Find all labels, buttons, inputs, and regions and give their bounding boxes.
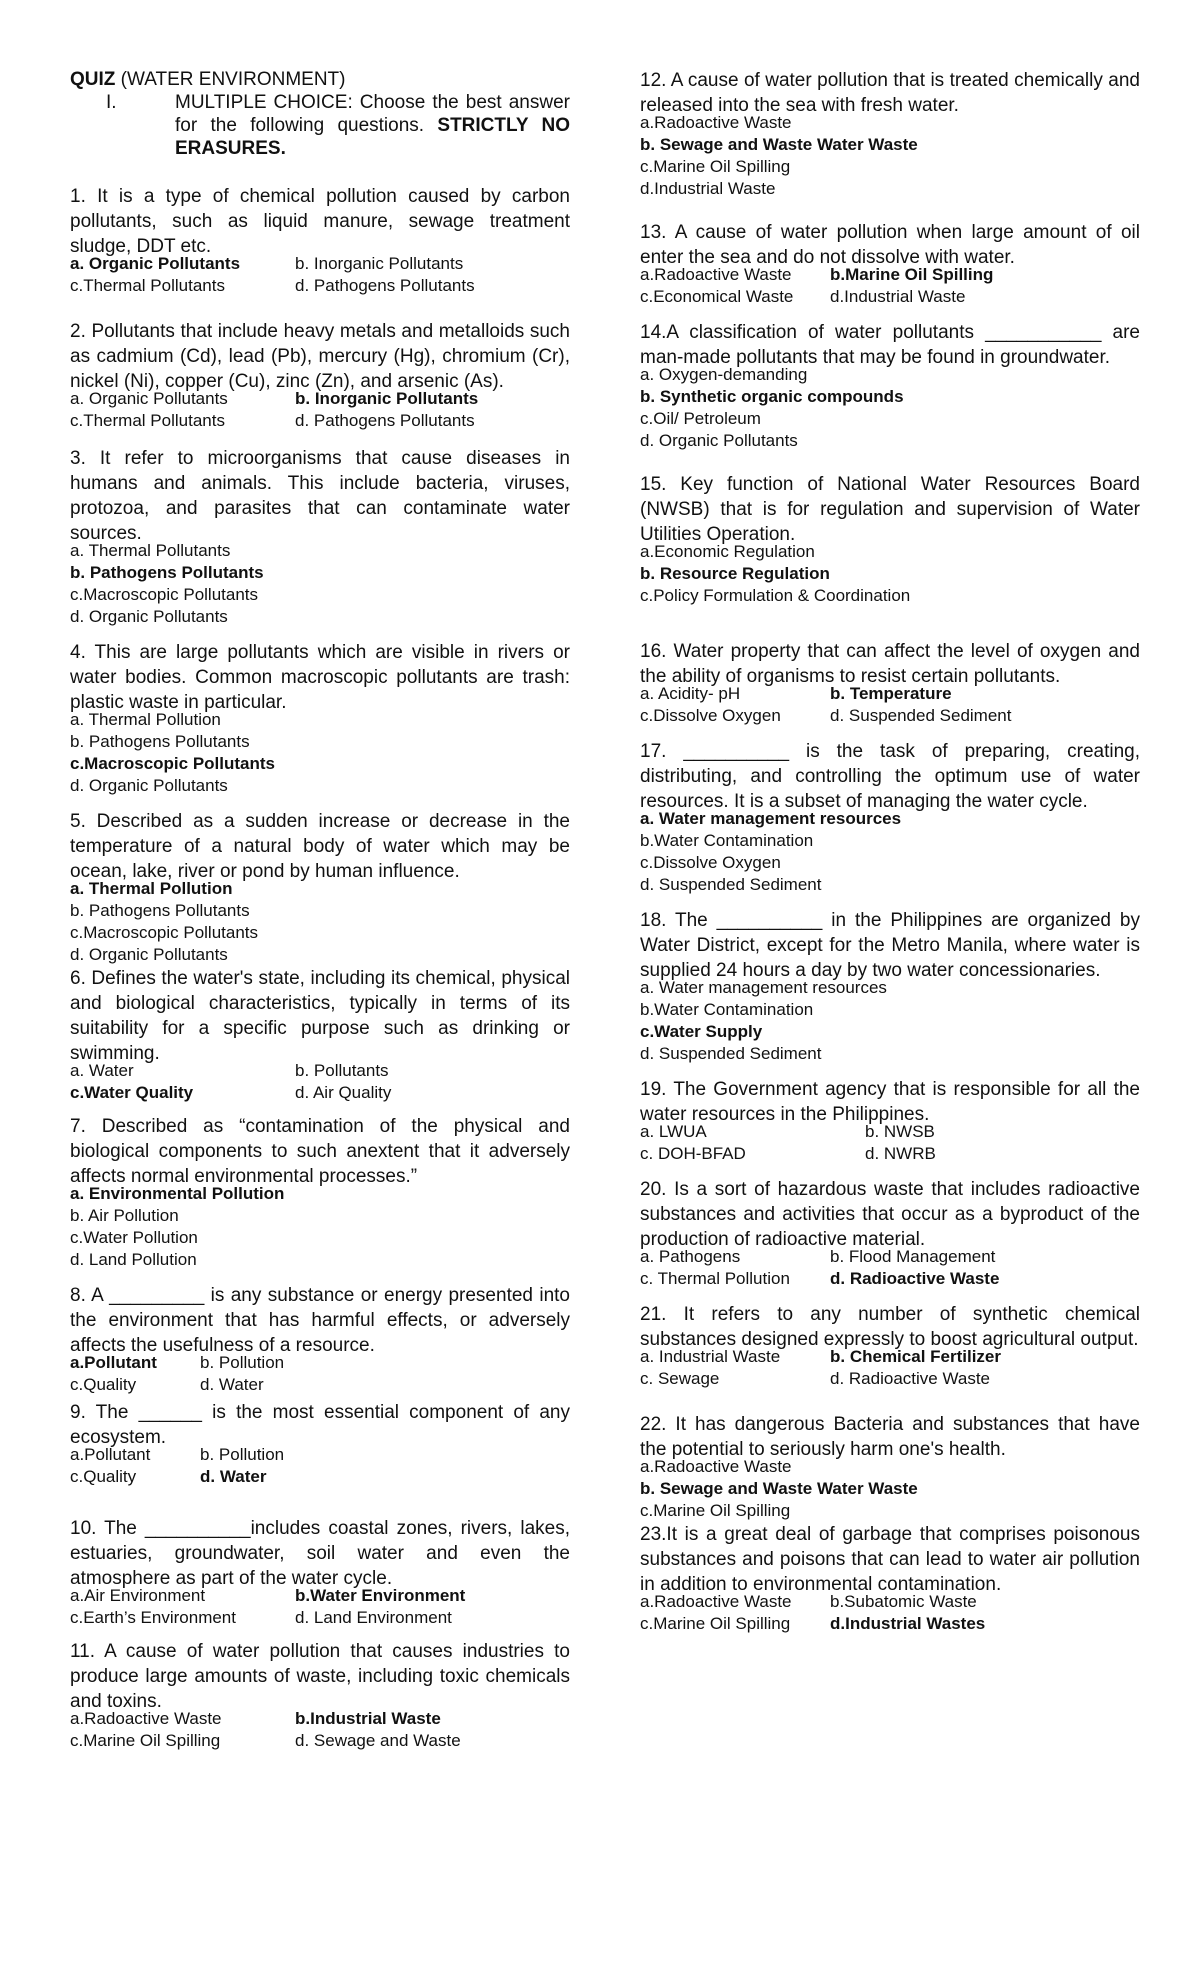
option-row [640, 286, 1140, 308]
option-a[interactable]: a.Economic Regulation [640, 542, 815, 561]
option-b[interactable]: b. Pollution [200, 1353, 285, 1372]
option-row [70, 1607, 570, 1629]
question-stem: 11. A cause of water pollution that causes industries to produce large amounts of waste, including toxic chemicals and toxins. [70, 1641, 570, 1712]
question-stem: 22. It has dangerous Bacteria and substances that have the potential to seriously harm one's health. [640, 1414, 1140, 1460]
option-c[interactable]: c.Dissolve Oxygen [640, 853, 781, 872]
answer-options [640, 683, 1140, 727]
question-21 [640, 1302, 1140, 1390]
option-c[interactable]: c. Thermal Pollution [640, 1269, 790, 1288]
question-14 [640, 320, 1140, 452]
option-row [640, 683, 1140, 705]
option-c[interactable]: c.Macroscopic Pollutants [70, 923, 259, 942]
question-6 [70, 966, 570, 1104]
option-a[interactable]: a.Radoactive Waste [640, 1592, 792, 1611]
question-20 [640, 1177, 1140, 1290]
answer-options [70, 388, 570, 432]
option-c[interactable]: c.Policy Formulation & Coordination [640, 586, 911, 605]
option-b[interactable]: b. Inorganic Pollutants [295, 254, 464, 273]
option-c[interactable]: c. DOH-BFAD [640, 1144, 746, 1163]
option-d[interactable]: d.Industrial Waste [830, 287, 966, 306]
option-a[interactable]: a.Pollutant [70, 1445, 151, 1464]
option-b[interactable]: b.Industrial Waste [295, 1709, 441, 1728]
option-b[interactable]: b.Water Contamination [640, 831, 814, 850]
strict-notice: STRICTLY NO ERASURES. [175, 115, 571, 159]
option-d[interactable]: d.Industrial Waste [640, 179, 776, 198]
answer-options [640, 1246, 1140, 1290]
answer-options [70, 1183, 570, 1271]
question-stem: 21. It refers to any number of synthetic chemical substances designed expressly to boost agricultural output. [640, 1304, 1140, 1350]
question-17 [640, 739, 1140, 896]
answer-options [640, 541, 1140, 607]
option-a[interactable]: a.Pollutant [70, 1353, 157, 1372]
question-11 [70, 1639, 570, 1752]
option-b[interactable]: b. Sewage and Waste Water Waste [640, 1479, 918, 1498]
option-row [640, 1368, 1140, 1390]
option-c[interactable]: c.Macroscopic Pollutants [70, 754, 275, 773]
question-10 [70, 1516, 570, 1629]
option-c[interactable]: c.Marine Oil Spilling [640, 1614, 791, 1633]
answer-options [640, 1346, 1140, 1390]
question-7 [70, 1114, 570, 1271]
option-a[interactable]: a. Organic Pollutants [70, 389, 228, 408]
option-row [70, 275, 570, 297]
answer-options [640, 977, 1140, 1065]
question-23 [640, 1522, 1140, 1635]
option-c[interactable]: c.Marine Oil Spilling [70, 1731, 221, 1750]
answer-options [70, 253, 570, 297]
option-d[interactable]: d. Pathogens Pollutants [295, 411, 475, 430]
right-questions [640, 68, 1140, 1635]
option-row [70, 1374, 570, 1396]
option-c[interactable]: c.Dissolve Oxygen [640, 706, 781, 725]
option-a[interactable]: a.Radoactive Waste [70, 1709, 222, 1728]
option-b[interactable]: b. Pollutants [295, 1061, 389, 1080]
option-a[interactable]: a. Environmental Pollution [70, 1184, 285, 1203]
question-stem: 15. Key function of National Water Resources Board (NWSB) that is for regulation and supervision of Water Utilities Operation. [640, 474, 1140, 545]
option-a[interactable]: a. Water management resources [640, 978, 887, 997]
option-a[interactable]: a.Radoactive Waste [640, 265, 792, 284]
answer-options [70, 540, 570, 628]
option-d[interactable]: d. Land Environment [295, 1608, 452, 1627]
option-b[interactable]: b. Flood Management [830, 1247, 996, 1266]
option-d[interactable]: d. Water [200, 1467, 267, 1486]
option-b[interactable]: b. Temperature [830, 684, 952, 703]
option-d[interactable]: d. Organic Pollutants [70, 776, 228, 795]
option-a[interactable]: a. Water [70, 1061, 134, 1080]
answer-options [640, 1456, 1140, 1522]
option-c[interactable]: c.Thermal Pollutants [70, 276, 225, 295]
option-c[interactable]: c.Marine Oil Spilling [640, 157, 791, 176]
question-4 [70, 640, 570, 797]
option-row [640, 1268, 1140, 1290]
question-stem: 10. The __________includes coastal zones, rivers, lakes, estuaries, groundwater, soil water and even the atmosphere as part of the water cycle. [70, 1518, 570, 1589]
answer-options [70, 1060, 570, 1104]
answer-options [640, 808, 1140, 896]
question-3 [70, 446, 570, 628]
option-d[interactable]: d. Suspended Sediment [830, 706, 1012, 725]
option-row [70, 1466, 570, 1488]
option-row [640, 1246, 1140, 1268]
option-row [70, 410, 570, 432]
option-b[interactable]: b. Chemical Fertilizer [830, 1347, 1001, 1366]
option-row [640, 1121, 1140, 1143]
option-b[interactable]: b.Water Contamination [640, 1000, 814, 1019]
question-stem: 23.It is a great deal of garbage that comprises poisonous substances and poisons that can lead to water air pollution in addition to environmental contamination. [640, 1524, 1140, 1595]
option-a[interactable]: a. Thermal Pollution [70, 710, 221, 729]
quiz-title: QUIZ (WATER ENVIRONMENT) [70, 69, 346, 90]
question-stem: 1. It is a type of chemical pollution caused by carbon pollutants, such as liquid manure, sewage treatment sludge, DDT etc. [70, 186, 570, 257]
question-22 [640, 1412, 1140, 1522]
option-c[interactable]: c. Sewage [640, 1369, 720, 1388]
option-row [70, 1444, 570, 1466]
question-stem: 18. The __________ in the Philippines are organized by Water District, except for the Metro Manila, where water is supplied 24 hours a day by two water concessionaries. [640, 910, 1140, 981]
option-a[interactable]: a. Industrial Waste [640, 1347, 781, 1366]
question-stem: 16. Water property that can affect the level of oxygen and the ability of organisms to resist certain pollutants. [640, 641, 1140, 687]
answer-options [70, 1708, 570, 1752]
answer-options [70, 878, 570, 966]
option-b[interactable]: b. Resource Regulation [640, 564, 830, 583]
option-b[interactable]: b. Synthetic organic compounds [640, 387, 904, 406]
option-row [640, 264, 1140, 286]
option-d[interactable]: d.Industrial Wastes [830, 1614, 986, 1633]
option-b[interactable]: b. Pathogens Pollutants [70, 901, 250, 920]
question-12 [640, 68, 1140, 200]
question-1 [70, 184, 570, 297]
option-d[interactable]: d. Suspended Sediment [640, 1044, 822, 1063]
option-a[interactable]: a.Radoactive Waste [640, 1457, 792, 1476]
option-a[interactable]: a. Thermal Pollutants [70, 541, 231, 560]
section-numeral: I. [106, 92, 117, 113]
option-b[interactable]: b. Pathogens Pollutants [70, 732, 250, 751]
question-stem: 8. A _________ is any substance or energy presented into the environment that has harmful effects, or adversely affects the usefulness of a resource. [70, 1285, 570, 1356]
option-row [70, 1730, 570, 1752]
option-d[interactable]: d. Sewage and Waste [295, 1731, 461, 1750]
option-b[interactable]: b.Water Environment [295, 1586, 466, 1605]
question-stem: 3. It refer to microorganisms that cause diseases in humans and animals. This include bacteria, viruses, protozoa, and parasites that can contaminate water sources. [70, 448, 570, 544]
question-stem: 17. __________ is the task of preparing, creating, distributing, and controlling the optimum use of water resources. It is a subset of managing the water cycle. [640, 741, 1140, 812]
option-b[interactable]: b. Pollution [200, 1445, 285, 1464]
question-9 [70, 1400, 570, 1488]
question-stem: 12. A cause of water pollution that is treated chemically and released into the sea with fresh water. [640, 70, 1140, 116]
question-15 [640, 472, 1140, 607]
option-c[interactable]: c.Thermal Pollutants [70, 411, 225, 430]
option-row [70, 1585, 570, 1607]
option-a[interactable]: a. Pathogens [640, 1247, 741, 1266]
option-d[interactable]: d. Pathogens Pollutants [295, 276, 475, 295]
option-d[interactable]: d. Radioactive Waste [830, 1369, 990, 1388]
option-d[interactable]: d. NWRB [865, 1144, 936, 1163]
option-c[interactable]: c.Marine Oil Spilling [640, 1501, 791, 1520]
option-a[interactable]: a. Organic Pollutants [70, 254, 241, 273]
answer-options [70, 1444, 570, 1488]
option-c[interactable]: c.Water Quality [70, 1083, 194, 1102]
quiz-header [70, 68, 570, 160]
option-c[interactable]: c.Oil/ Petroleum [640, 409, 761, 428]
option-d[interactable]: d. Water [200, 1375, 264, 1394]
question-13 [640, 220, 1140, 308]
question-2 [70, 319, 570, 432]
option-a[interactable]: a. Acidity- pH [640, 684, 741, 703]
answer-options [640, 1121, 1140, 1165]
instruction-text: MULTIPLE CHOICE: Choose the best answer for the following questions. [175, 92, 570, 136]
option-row [70, 1060, 570, 1082]
option-a[interactable]: a.Radoactive Waste [640, 113, 792, 132]
answer-options [640, 112, 1140, 200]
left-questions [70, 184, 570, 1752]
question-16 [640, 639, 1140, 727]
question-stem: 2. Pollutants that include heavy metals and metalloids such as cadmium (Cd), lead (Pb), mercury (Hg), chromium (Cr), nickel (Ni), copper (Cu), zinc (Zn), and arsenic (As). [70, 321, 570, 392]
question-19 [640, 1077, 1140, 1165]
question-stem: 9. The ______ is the most essential component of any ecosystem. [70, 1402, 570, 1448]
left-column [70, 68, 570, 1752]
question-stem: 4. This are large pollutants which are visible in rivers or water bodies. Common macroscopic pollutants are trash: plastic waste in particular. [70, 642, 570, 713]
option-c[interactable]: c.Water Pollution [70, 1228, 198, 1247]
question-5 [70, 809, 570, 966]
option-row [640, 1613, 1140, 1635]
option-c[interactable]: c.Earth’s Environment [70, 1608, 236, 1627]
option-row [640, 1591, 1140, 1613]
option-a[interactable]: a.Air Environment [70, 1586, 206, 1605]
question-stem: 14.A classification of water pollutants ___________ are man-made pollutants that may be found in groundwater. [640, 322, 1140, 368]
question-stem: 20. Is a sort of hazardous waste that includes radioactive substances and activities that occur as a byproduct of the production of radioactive material. [640, 1179, 1140, 1250]
question-stem: 7. Described as “contamination of the physical and biological components to such anextent that it adversely affects normal environmental processes.” [70, 1116, 570, 1187]
question-stem: 6. Defines the water's state, including its chemical, physical and biological characteristics, typically in terms of its suitability for a specific purpose such as drinking or swimming. [70, 968, 570, 1064]
option-d[interactable]: d. Suspended Sediment [640, 875, 822, 894]
answer-options [640, 1591, 1140, 1635]
option-d[interactable]: d. Organic Pollutants [70, 607, 228, 626]
option-d[interactable]: d. Air Quality [295, 1083, 392, 1102]
question-18 [640, 908, 1140, 1065]
right-column [640, 68, 1140, 1635]
answer-options [70, 1352, 570, 1396]
instructions [70, 91, 570, 160]
option-row [70, 1082, 570, 1104]
option-row [640, 705, 1140, 727]
option-d[interactable]: d. Organic Pollutants [640, 431, 798, 450]
answer-options [640, 264, 1140, 308]
option-c[interactable]: c.Quality [70, 1375, 137, 1394]
answer-options [640, 364, 1140, 452]
option-b[interactable]: b.Marine Oil Spilling [830, 265, 994, 284]
option-row [70, 1708, 570, 1730]
option-a[interactable]: a. Water management resources [640, 809, 902, 828]
option-c[interactable]: c.Economical Waste [640, 287, 794, 306]
answer-options [70, 709, 570, 797]
option-row [640, 1143, 1140, 1165]
question-stem: 19. The Government agency that is responsible for all the water resources in the Philippines. [640, 1079, 1140, 1125]
option-b[interactable]: b. Pathogens Pollutants [70, 563, 264, 582]
option-a[interactable]: a. Thermal Pollution [70, 879, 233, 898]
option-c[interactable]: c.Quality [70, 1467, 137, 1486]
question-stem: 5. Described as a sudden increase or decrease in the temperature of a natural body of water which may be ocean, lake, river or pond by human influence. [70, 811, 570, 882]
option-d[interactable]: d. Land Pollution [70, 1250, 197, 1269]
answer-options [70, 1585, 570, 1629]
option-c[interactable]: c.Macroscopic Pollutants [70, 585, 259, 604]
option-b[interactable]: b. Air Pollution [70, 1206, 179, 1225]
option-b[interactable]: b.Subatomic Waste [830, 1592, 977, 1611]
question-stem: 13. A cause of water pollution when large amount of oil enter the sea and do not dissolve with water. [640, 222, 1140, 268]
option-d[interactable]: d. Organic Pollutants [70, 945, 228, 964]
option-c[interactable]: c.Water Supply [640, 1022, 763, 1041]
option-row [70, 253, 570, 275]
option-b[interactable]: b. Sewage and Waste Water Waste [640, 135, 918, 154]
option-a[interactable]: a. Oxygen-demanding [640, 365, 808, 384]
option-d[interactable]: d. Radioactive Waste [830, 1269, 1000, 1288]
question-8 [70, 1283, 570, 1396]
option-a[interactable]: a. LWUA [640, 1122, 707, 1141]
option-b[interactable]: b. NWSB [865, 1122, 935, 1141]
option-b[interactable]: b. Inorganic Pollutants [295, 389, 479, 408]
